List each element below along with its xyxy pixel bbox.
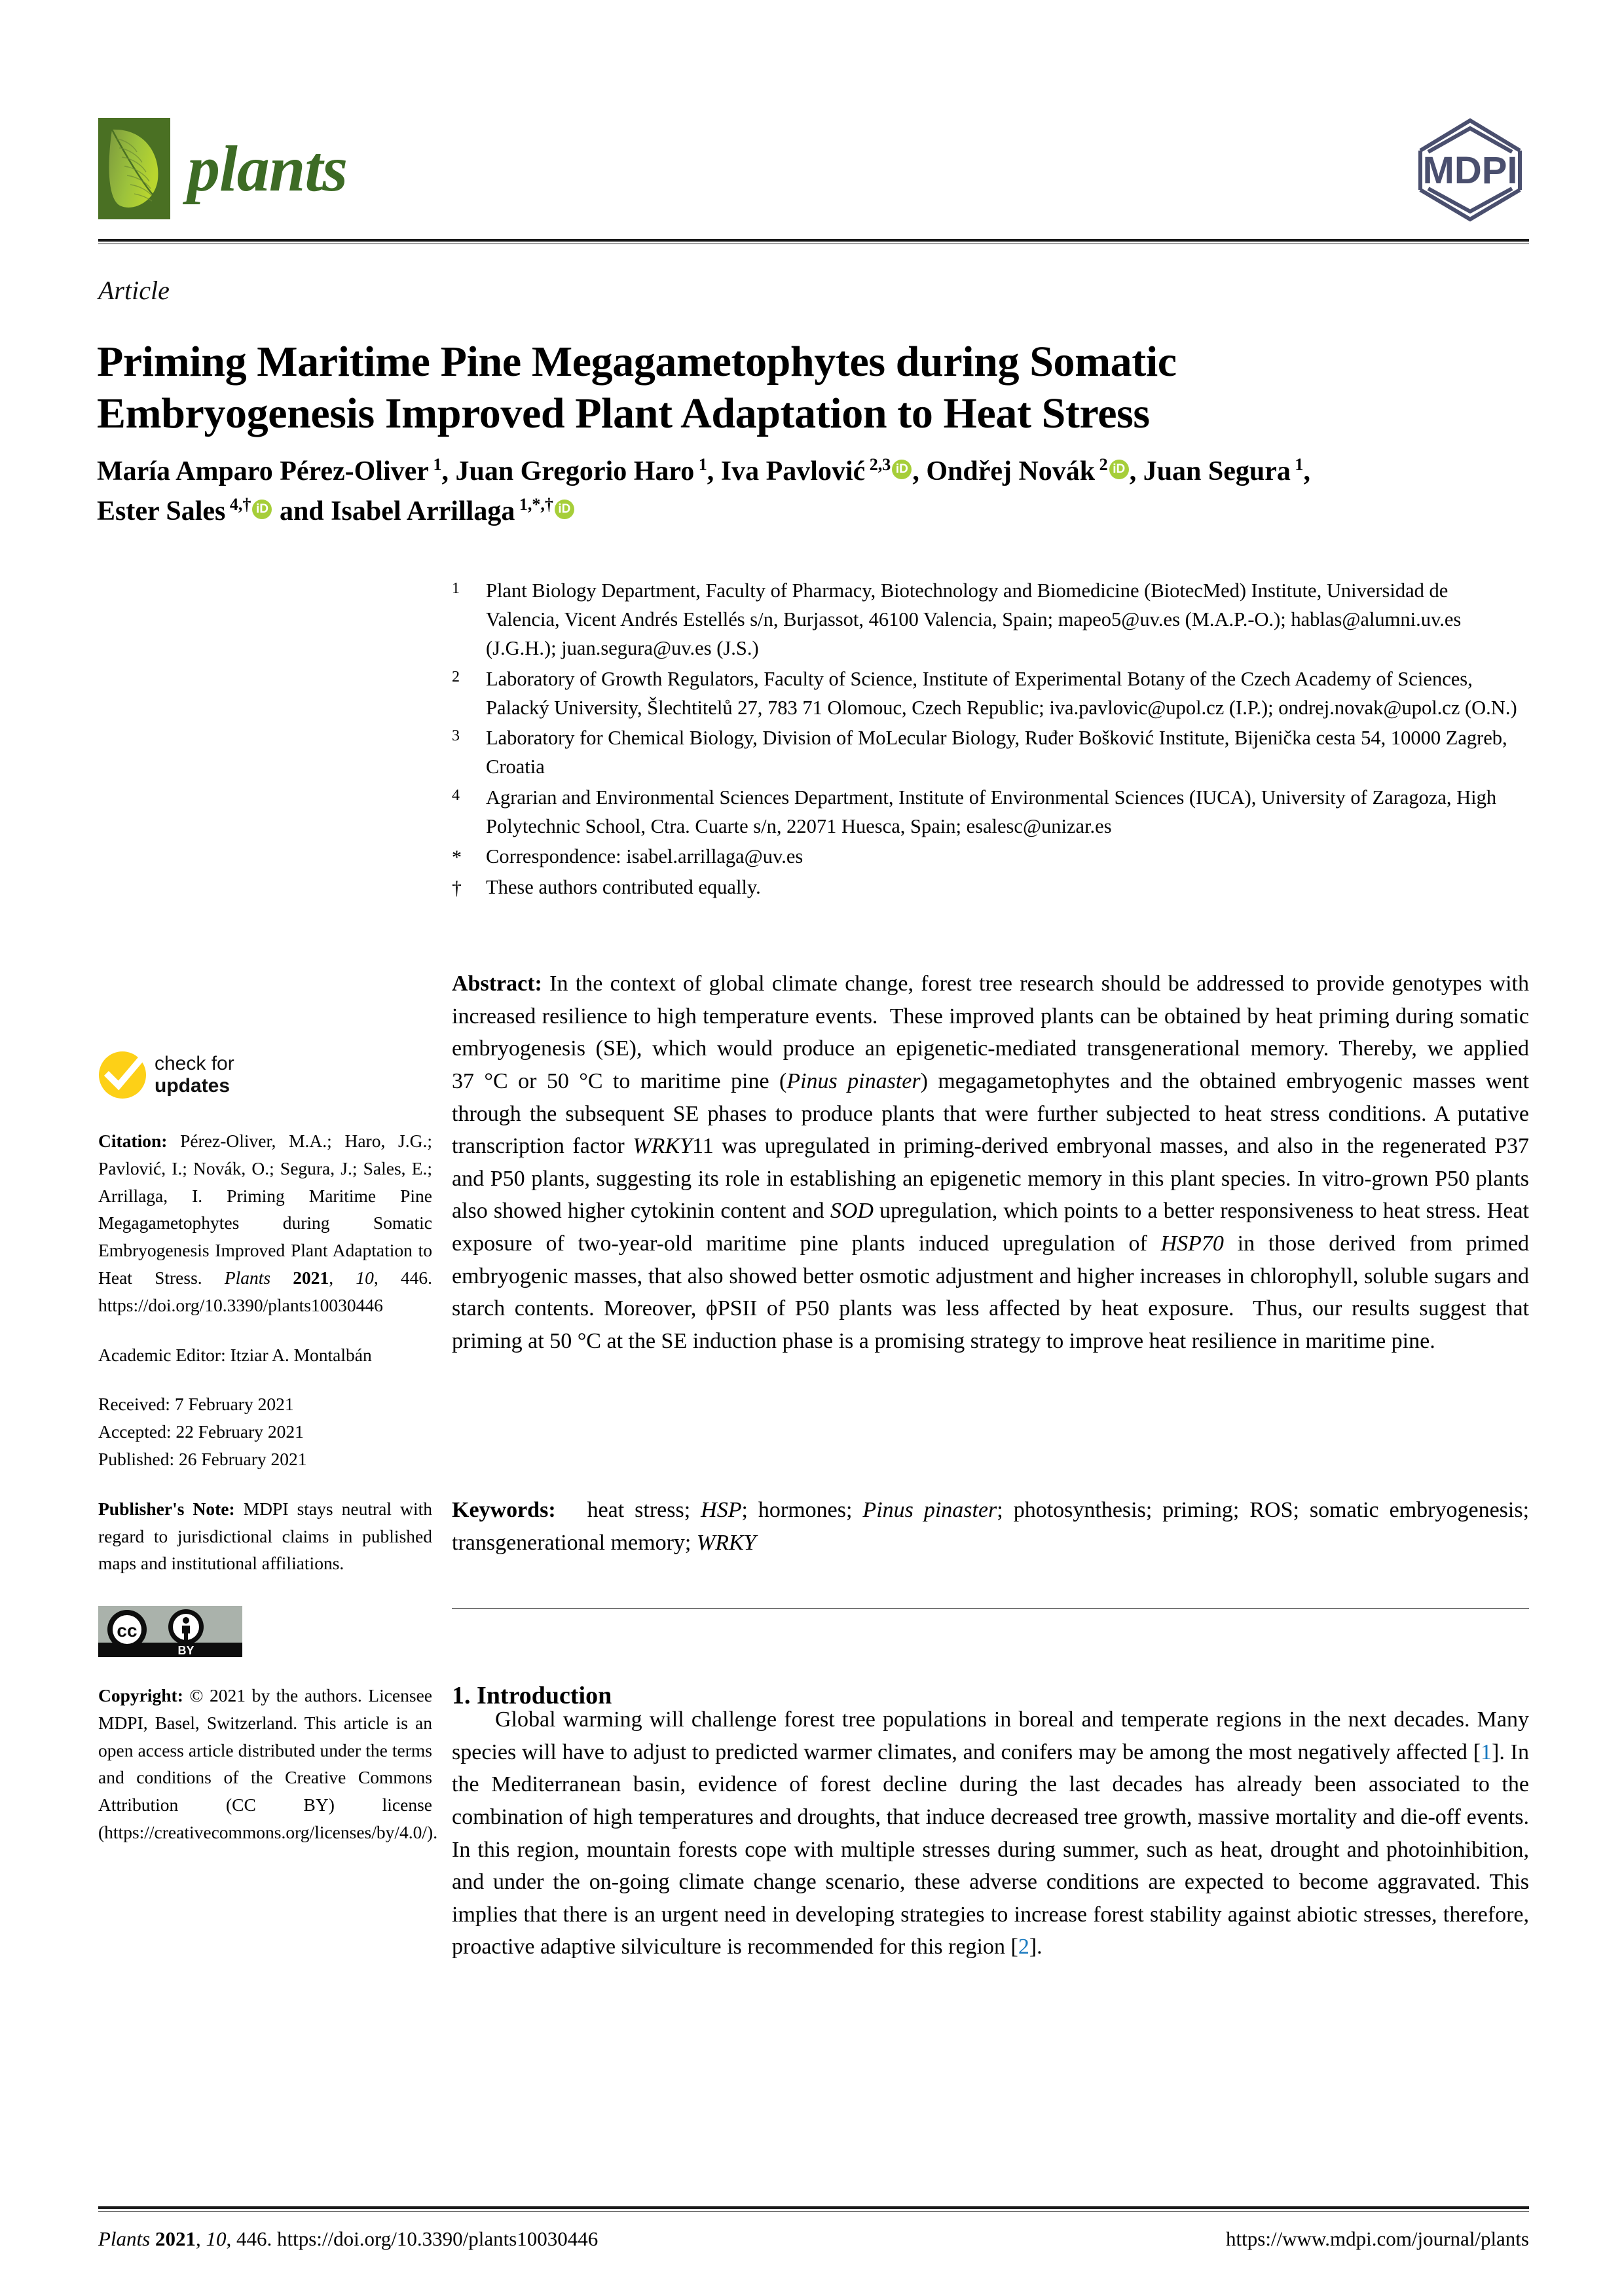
abstract-label: Abstract: — [452, 972, 542, 996]
reference-link-2[interactable]: 2 — [1018, 1935, 1029, 1959]
orcid-icon[interactable]: iD — [252, 500, 272, 519]
keywords-text: heat stress; HSP; hormones; Pinus pinaster; photosynthesis; priming; ROS; somatic embryogenesis; transgenerational memory; WRKY — [452, 1498, 1530, 1555]
citation-volume: 10 — [356, 1267, 374, 1288]
footer-year: 2021 — [155, 2227, 196, 2250]
academic-editor-text: Academic Editor: Itziar A. Montalbán — [98, 1344, 372, 1365]
masthead — [98, 118, 1529, 229]
page-title: Priming Maritime Pine Megagametophytes during Somatic Embryogenesis Improved Plant Adaptation to Heat Stress — [97, 338, 1177, 437]
author-name: Juan Segura — [1143, 456, 1291, 486]
introduction-paragraph — [452, 1704, 1529, 1963]
author-name: Juan Gregorio Haro — [455, 456, 695, 486]
page-footer — [98, 2227, 1529, 2251]
copyright-text: © 2021 by the authors. Licensee MDPI, Basel, Switzerland. This article is an open access article distributed under the terms and conditions of the Creative Commons Attribution (CC BY) license (https://creativecommons.org/licenses/by/4.0/). — [98, 1685, 438, 1842]
affiliation-text: Laboratory of Growth Regulators, Faculty of Science, Institute of Experimental Botany of the Czech Academy of Sciences, Palacký University, Šlechtitelů 27, 783 71 Olomouc, Czech Republic; iva.pavlovic@upol.cz (I.P.); ondrej.novak@upol.cz (O.N.) — [486, 667, 1517, 719]
correspondence-item — [452, 842, 1526, 872]
footer-citation: Plants 2021, 10, 446. https://doi.org/10.3390/plants10030446 — [98, 2227, 599, 2250]
article-type-label: Article — [98, 276, 170, 305]
citation-text: Pérez-Oliver, M.A.; Haro, J.G.; Pavlović, I.; Novák, O.; Segura, J.; Sales, E.; Arrillaga, I. Priming Maritime Pine Megagametophytes during Somatic Embryogenesis Improved Plant Adaptation to Heat Stress. — [98, 1131, 432, 1288]
footer-article-number: 446. — [236, 2227, 272, 2250]
affiliation-marker: 4 — [452, 786, 460, 804]
citation-label: Citation: — [98, 1131, 168, 1151]
mdpi-logo-icon[interactable] — [1411, 113, 1529, 227]
intro-text-part-2: ]. In the Mediterranean basin, evidence of forest decline during the last decades has already been associated to the combination of high temperatures and droughts, that induce decreased tree growth, massive mortality and die-off events. In this region, mountain forests cope with multiple stresses during summer, such as heat, drought and photoinhibition, and under the on-going climate change scenario, these adverse conditions are expected to become aggravated. This implies that there is an urgent need in developing strategies to increase forest stability against abiotic stresses, therefore, proactive adaptive silviculture is recommended for this region [ — [452, 1740, 1529, 1959]
intro-text-part-3: ]. — [1029, 1935, 1043, 1959]
author-affil-marker: 1,*,† — [515, 494, 553, 514]
affiliation-marker: 2 — [452, 668, 460, 685]
equal-contribution-item — [452, 873, 1526, 903]
citation-article-number: 446. — [400, 1267, 433, 1288]
author-name: Iva Pavlović — [720, 456, 866, 486]
abstract-section — [452, 968, 1529, 1358]
orcid-icon[interactable]: iD — [1109, 460, 1129, 479]
footer-volume: 10 — [206, 2227, 227, 2250]
publishers-note-text: MDPI stays neutral with regard to jurisdictional claims in published maps and institutional affiliations. — [98, 1498, 432, 1574]
author-name: Ester Sales — [97, 496, 226, 526]
sidebar — [98, 1048, 438, 1868]
author-affil-marker: 2 — [1095, 455, 1108, 474]
copyright-label: Copyright: — [98, 1685, 183, 1705]
author-affil-marker: 4,† — [225, 494, 251, 514]
orcid-icon[interactable]: iD — [555, 500, 574, 519]
introduction-heading: 1. Introduction — [452, 1681, 612, 1709]
author-name: Ondřej Novák — [926, 456, 1096, 486]
author-list: María Amparo Pérez-Oliver $^1$, Juan Gregorio Haro $^1$, Iva Pavlović $^{2,3}$ iD , Ondřej Novák $^2$ iD , Juan Segura $^1$, Ester Sales $^{4,\dagger}$ iD and Isabel Arrillaga $^{1,*,\dagger}$ iD — [97, 455, 1310, 526]
keywords-section — [452, 1494, 1529, 1559]
affiliation-item — [452, 783, 1526, 841]
author-affil-marker: 1 — [1290, 455, 1304, 474]
check-for-updates-text — [155, 1053, 234, 1097]
affiliations — [452, 576, 1526, 904]
intro-text-part-1: Global warming will challenge forest tree populations in boreal and temperate regions in the next decades. Many species will have to adjust to predicted warmer climates, and conifers may be among the most negatively affected [ — [452, 1707, 1529, 1764]
publishers-note-label: Publisher's Note: — [98, 1498, 235, 1519]
citation-doi[interactable]: https://doi.org/10.3390/plants10030446 — [98, 1294, 383, 1315]
header-divider — [98, 239, 1529, 244]
check-for-updates-badge[interactable] — [98, 1048, 432, 1102]
author-affil-marker: 1 — [428, 455, 442, 474]
publishers-note-block — [98, 1495, 432, 1577]
affiliation-item — [452, 576, 1526, 663]
author-name: María Amparo Pérez-Oliver — [97, 456, 429, 486]
date-received: Received: 7 February 2021 — [98, 1394, 294, 1415]
citation-block: Citation: Pérez-Oliver, M.A.; Haro, J.G.; Pavlović, I.; Novák, O.; Segura, J.; Sales, E.; Arrillaga, I. Priming Maritime Pine Megagametophytes during Somatic Embryogenesis Improved Plant Adaptation to Heat Stress. Plants 2021, 10, 446. https://doi.org/10.3390/plants10030446 — [98, 1131, 433, 1315]
author-name: Isabel Arrillaga — [331, 496, 515, 526]
affiliation-item — [452, 665, 1526, 722]
correspondence-marker: * — [452, 846, 462, 868]
date-accepted: Accepted: 22 February 2021 — [98, 1421, 304, 1442]
author-affil-marker: 1 — [694, 455, 707, 474]
cc-by-license-icon[interactable] — [98, 1606, 242, 1657]
leaf-logo-icon — [98, 118, 170, 219]
svg-text:MDPI: MDPI — [1422, 149, 1518, 192]
reference-link-1[interactable]: 1 — [1481, 1740, 1492, 1764]
date-published: Published: 26 February 2021 — [98, 1448, 307, 1469]
equal-contribution-text: These authors contributed equally. — [486, 876, 761, 899]
affiliation-marker: 1 — [452, 580, 460, 597]
cfu-line-2: updates — [155, 1075, 231, 1097]
author-affil-marker: 2,3 — [865, 455, 891, 474]
equal-contribution-marker: † — [452, 877, 462, 900]
affiliation-item — [452, 723, 1526, 781]
publication-dates — [98, 1391, 432, 1472]
leaf-icon — [104, 123, 164, 215]
svg-text:BY: BY — [177, 1644, 194, 1658]
affiliation-marker: 3 — [452, 727, 460, 745]
check-circle-icon — [98, 1051, 147, 1099]
footer-doi[interactable]: https://doi.org/10.3390/plants10030446 — [276, 2227, 599, 2250]
footer-divider — [98, 2206, 1529, 2212]
copyright-block — [98, 1682, 438, 1846]
footer-journal: Plants — [98, 2227, 151, 2250]
affiliation-text: Plant Biology Department, Faculty of Pharmacy, Biotechnology and Biomedicine (BiotecMed) Institute, Universidad de Valencia, Vicent Andrés Estellés s/n, Burjassot, 46100 Valencia, Spain; mapeo5@uv.es (M.A.P.-O.); hablas@alumni.uv.es (J.G.H.); juan.segura@uv.es (J.S.) — [486, 579, 1462, 660]
journal-wordmark: plants — [187, 132, 348, 205]
citation-journal: Plants — [224, 1267, 271, 1288]
footer-journal-url[interactable]: https://www.mdpi.com/journal/plants — [1226, 2227, 1529, 2250]
section-divider — [452, 1608, 1529, 1609]
affiliation-text: Agrarian and Environmental Sciences Department, Institute of Environmental Sciences (IUCA), University of Zaragoza, High Polytechnic School, Ctra. Cuarte s/n, 22071 Huesca, Spain; esalesc@unizar.es — [486, 786, 1497, 837]
affiliation-text: Laboratory for Chemical Biology, Division of MoLecular Biology, Ruđer Bošković Institute, Bijenička cesta 54, 10000 Zagreb, Croatia — [486, 727, 1507, 778]
academic-editor-block — [98, 1341, 432, 1369]
abstract-text: In the context of global climate change, forest tree research should be addressed to provide genotypes with increased resilience to high temperature events. These improved plants can be obtained by heat priming during somatic embryogenesis (SE), which would produce an epigenetic-mediated transgenerational memory. Thereby, we applied 37 °C or 50 °C to maritime pine (Pinus pinaster) megagametophytes and the obtained embryogenic masses went through the subsequent SE phases to produce plants that were further subjected to heat stress conditions. A putative transcription factor WRKY11 was upregulated in priming-derived embryonal masses, and also in the regenerated P37 and P50 plants, suggesting its role in establishing an epigenetic memory in this plant species. In vitro-grown P50 plants also showed higher cytokinin content and SOD upregulation, which points to a better responsiveness to heat stress. Heat exposure of two-year-old maritime pine plants induced upregulation of HSP70 in those derived from primed embryogenic masses, that also showed better osmotic adjustment and higher increases in chlorophyll, soluble sugars and starch contents. Moreover, ϕPSII of P50 plants was less affected by heat exposure. Thus, our results suggest that priming at 50 °C at the SE induction phase is a promising strategy to improve heat resilience in maritime pine. — [452, 972, 1529, 1353]
orcid-icon[interactable]: iD — [892, 460, 912, 479]
correspondence-text: Correspondence: isabel.arrillaga@uv.es — [486, 845, 803, 867]
keywords-label: Keywords: — [452, 1498, 556, 1522]
citation-year: 2021 — [293, 1267, 329, 1288]
journal-logo[interactable] — [98, 118, 347, 219]
svg-text:cc: cc — [117, 1620, 138, 1641]
cfu-line-1: check for — [155, 1053, 234, 1075]
